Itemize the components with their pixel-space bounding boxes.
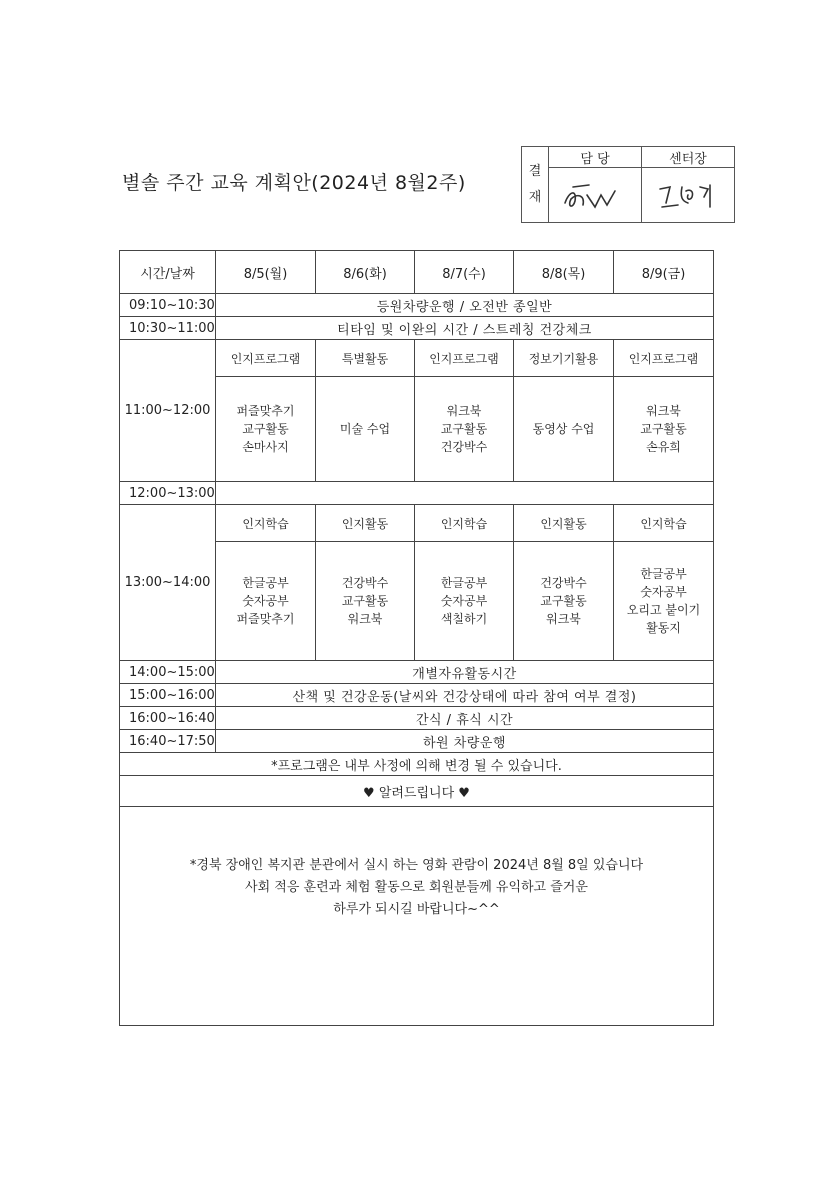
activity-cell: 등원차량운행 / 오전반 종일반 bbox=[216, 294, 714, 317]
program-content: 퍼즐맞추기 교구활동 손마사지 bbox=[216, 377, 316, 482]
activity-cell: 개별자유활동시간 bbox=[216, 661, 714, 684]
time-cell: 12:00~13:00 bbox=[120, 482, 216, 505]
time-cell: 13:00~14:00 bbox=[120, 505, 216, 661]
program-label-row bbox=[120, 505, 714, 542]
day-header: 8/9(금) bbox=[614, 251, 714, 294]
weekly-schedule-table bbox=[119, 250, 714, 1026]
time-cell: 16:00~16:40 bbox=[120, 707, 216, 730]
notice-title: ♥ 알려드립니다 ♥ bbox=[120, 776, 714, 807]
schedule-row bbox=[120, 684, 714, 707]
program-label: 인지프로그램 bbox=[216, 340, 316, 377]
change-note: *프로그램은 내부 사정에 의해 변경 될 수 있습니다. bbox=[120, 753, 714, 776]
program-label: 특별활동 bbox=[316, 340, 415, 377]
program-content: 건강박수 교구활동 워크북 bbox=[316, 542, 415, 661]
time-cell: 10:30~11:00 bbox=[120, 317, 216, 340]
program-content: 미술 수업 bbox=[316, 377, 415, 482]
program-label: 인지학습 bbox=[614, 505, 714, 542]
program-label: 인지활동 bbox=[514, 505, 614, 542]
activity-cell: 하원 차량운행 bbox=[216, 730, 714, 753]
program-label: 인지학습 bbox=[415, 505, 514, 542]
page-title: 별솔 주간 교육 계획안(2024년 8월2주) bbox=[122, 172, 466, 194]
approval-box bbox=[521, 146, 735, 223]
program-label: 인지프로그램 bbox=[415, 340, 514, 377]
activity-cell: 티타임 및 이완의 시간 / 스트레칭 건강체크 bbox=[216, 317, 714, 340]
day-header: 8/8(목) bbox=[514, 251, 614, 294]
approval-col-director: 센터장 bbox=[642, 147, 735, 168]
corner-header: 시간/날짜 bbox=[120, 251, 216, 294]
notice-body bbox=[120, 807, 714, 1026]
time-cell: 16:40~17:50 bbox=[120, 730, 216, 753]
time-cell: 09:10~10:30 bbox=[120, 294, 216, 317]
notice-line: 사회 적응 훈련과 체험 활동으로 회원분들께 유익하고 즐거운 bbox=[245, 880, 588, 895]
notice-body-row bbox=[120, 807, 714, 1026]
schedule-row bbox=[120, 317, 714, 340]
program-label-row bbox=[120, 340, 714, 377]
approval-col-staff: 담 당 bbox=[549, 147, 642, 168]
program-label: 정보기기활용 bbox=[514, 340, 614, 377]
notice-title-row bbox=[120, 776, 714, 807]
header-row bbox=[120, 251, 714, 294]
staff-signature-mark bbox=[555, 173, 635, 217]
schedule-row bbox=[120, 294, 714, 317]
time-cell: 14:00~15:00 bbox=[120, 661, 216, 684]
activity-cell bbox=[216, 482, 714, 505]
activity-cell: 간식 / 휴식 시간 bbox=[216, 707, 714, 730]
schedule-row bbox=[120, 482, 714, 505]
program-label: 인지활동 bbox=[316, 505, 415, 542]
notice-line: *경북 장애인 복지관 분관에서 실시 하는 영화 관람이 2024년 8월 8일 있습니다 bbox=[189, 858, 644, 873]
day-header: 8/7(수) bbox=[415, 251, 514, 294]
program-label: 인지학습 bbox=[216, 505, 316, 542]
program-content: 동영상 수업 bbox=[514, 377, 614, 482]
time-cell: 15:00~16:00 bbox=[120, 684, 216, 707]
activity-cell: 산책 및 건강운동(날씨와 건강상태에 따라 참여 여부 결정) bbox=[216, 684, 714, 707]
staff-signature bbox=[549, 168, 642, 223]
program-content: 한글공부 숫자공부 색칠하기 bbox=[415, 542, 514, 661]
notice-line: 하루가 되시길 바랍니다~^^ bbox=[333, 902, 500, 917]
schedule-row bbox=[120, 707, 714, 730]
program-content: 워크북 교구활동 건강박수 bbox=[415, 377, 514, 482]
schedule-row bbox=[120, 661, 714, 684]
change-note-row bbox=[120, 753, 714, 776]
program-content: 한글공부 숫자공부 퍼즐맞추기 bbox=[216, 542, 316, 661]
program-content: 한글공부 숫자공부 오리고 붙이기 활동지 bbox=[614, 542, 714, 661]
approval-side-label: 결 재 bbox=[522, 147, 549, 223]
time-cell: 11:00~12:00 bbox=[120, 340, 216, 482]
director-signature-mark bbox=[648, 173, 728, 217]
schedule-row bbox=[120, 730, 714, 753]
director-signature bbox=[642, 168, 735, 223]
day-header: 8/6(화) bbox=[316, 251, 415, 294]
program-content: 워크북 교구활동 손유희 bbox=[614, 377, 714, 482]
program-content: 건강박수 교구활동 워크북 bbox=[514, 542, 614, 661]
day-header: 8/5(월) bbox=[216, 251, 316, 294]
program-label: 인지프로그램 bbox=[614, 340, 714, 377]
